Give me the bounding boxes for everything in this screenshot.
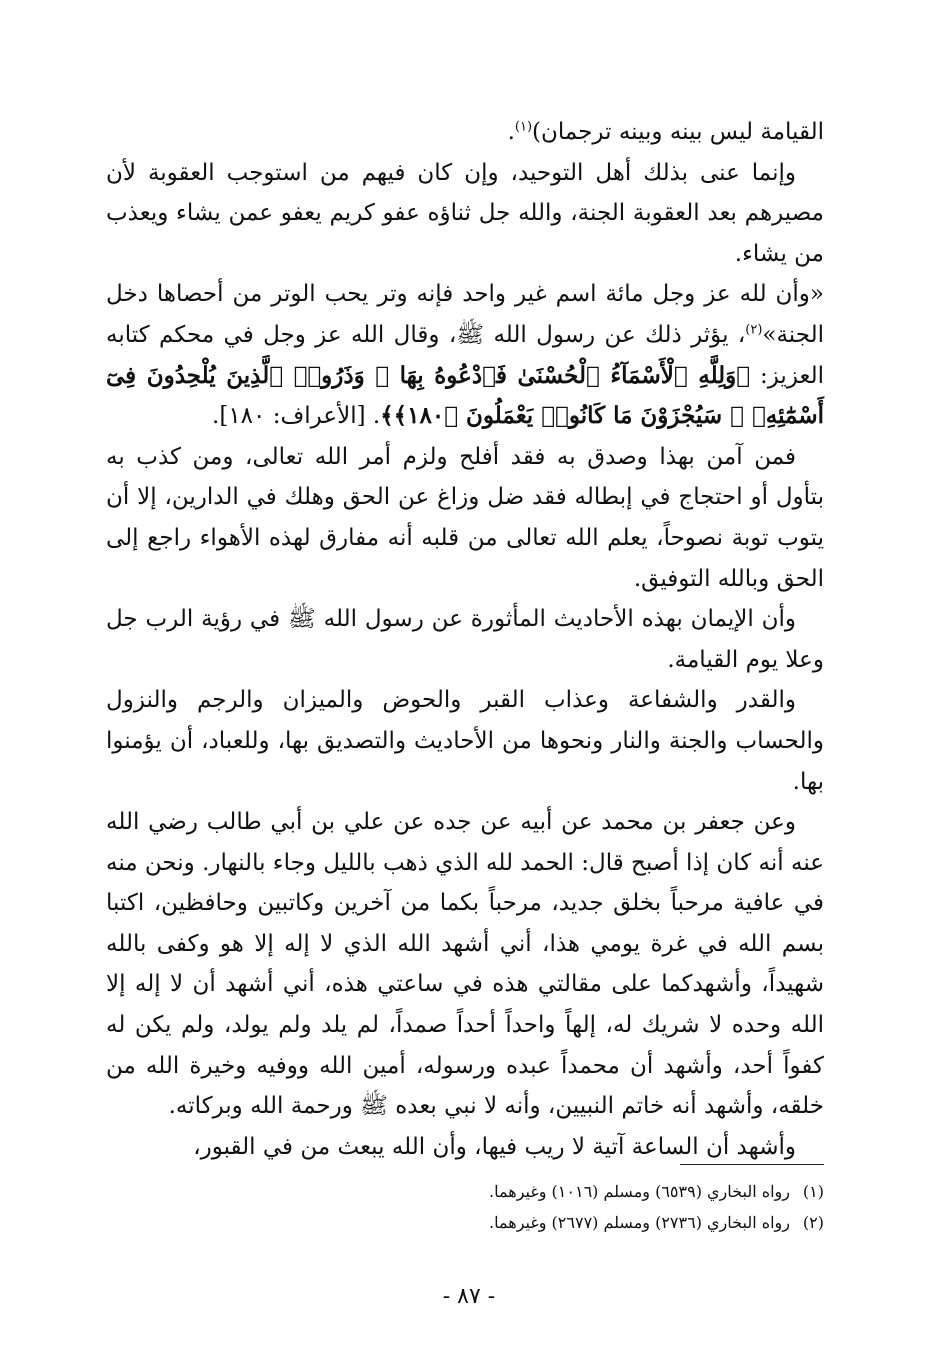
footnote-divider <box>680 1164 824 1165</box>
verse-reference: . [الأعراف: ١٨٠]. <box>212 403 381 430</box>
paragraph-3 <box>106 274 824 436</box>
paragraph-1-text: القيامة ليس بينه وبينه ترجمان) <box>532 119 824 145</box>
paragraph-1 <box>106 112 824 153</box>
footnote-1-text: رواه البخاري (٦٥٣٩) ومسلم (١٠١٦) وغيرهما. <box>489 1182 790 1201</box>
footnote-2-text: رواه البخاري (٢٧٣٦) ومسلم (٢٦٧٧) وغيرهما. <box>489 1213 790 1232</box>
quran-verse: ﴿وَلِلَّهِ ٱلْأَسْمَآءُ ٱلْحُسْنَىٰ فَٱدْعُوهُ بِهَا ۖ وَذَرُوا۟ ٱلَّذِينَ يُلْحِدُونَ فِىٓ أَسْمَٰٓئِهِۦ ۚ سَيُجْزَوْنَ مَا كَانُوا۟ يَعْمَلُونَ ﴿١٨٠﴾﴾ <box>106 361 824 430</box>
footnote-2 <box>106 1207 824 1238</box>
paragraph-1-tail: . <box>507 119 515 145</box>
footnote-1 <box>106 1176 824 1207</box>
paragraph-7: وعن جعفر بن محمد عن أبيه عن جده عن علي بن أبي طالب رضي الله عنه أنه كان إذا أصبح قال: الحمد لله الذي ذهب بالليل وجاء بالنهار. ونحن منه في عافية مرحباً بخلق جديد، مرحباً بكما من آخرين وكاتبين وحافظين، اكتبا بسم الله في غرة يومي هذا، أني أشهد الله الذي لا إله إلا هو وكفى بالله شهيداً، وأشهدكما على مقالتي هذه في ساعتي هذه، أني أشهد أن لا إله إلا الله وحده لا شريك له، إلهاً واحداً أحداً صمداً، لم يلد ولم يولد، ولم يكن له كفواً أحد، وأشهد أن محمداً عبده ورسوله، أمين الله ووفيه وخيرة الله من خلقه، وأشهد أنه خاتم النبيين، وأنه لا نبي بعده ﷺ ورحمة الله وبركاته. <box>106 809 824 1120</box>
footnote-ref-1[interactable]: (١) <box>514 119 533 135</box>
paragraph-2: وإنما عنى بذلك أهل التوحيد، وإن كان فيهم من استوجب العقوبة لأن مصيرهم بعد العقوبة الجنة، والله جل ثناؤه عفو كريم يعفو عمن يشاء ويعذب من يشاء. <box>106 159 824 267</box>
paragraph-6: والقدر والشفاعة وعذاب القبر والحوض والميزان والرجم والنزول والحساب والجنة والنار ونحوها من الأحاديث والتصديق بها، وللعباد، أن يؤمنوا بها. <box>106 687 824 795</box>
paragraph-5: وأن الإيمان بهذه الأحاديث المأثورة عن رسول الله ﷺ في رؤية الرب جل وعلا يوم القيامة. <box>106 606 824 673</box>
footnote-1-number: (١) <box>802 1182 824 1201</box>
footnote-2-number: (٢) <box>802 1213 824 1232</box>
page-number: - ٨٧ - <box>442 1284 496 1309</box>
main-text <box>106 112 824 1167</box>
paragraph-4: فمن آمن بهذا وصدق به فقد أفلح ولزم أمر الله تعالى، ومن كذب به بتأول أو احتجاج في إبطاله فقد ضل وزاغ عن الحق وهلك في الدارين، إلا أن يتوب توبة نصوحاً، يعلم الله تعالى من قلبه أنه مفارق لهذه الأهواء راجع إلى الحق وبالله التوفيق. <box>106 443 824 592</box>
paragraph-3-text-a: «وأن لله عز وجل مائة اسم غير واحد فإنه وتر يحب الوتر من أحصاها دخل الجنة» <box>106 281 824 348</box>
footnotes <box>106 1176 824 1238</box>
paragraph-3-text-b: ، يؤثر ذلك عن رسول الله ﷺ، وقال الله عز وجل في محكم كتابه العزيز: <box>106 321 825 389</box>
paragraph-8: وأشهد أن الساعة آتية لا ريب فيها، وأن الله يبعث من في القبور، <box>193 1133 796 1160</box>
footnote-ref-2[interactable]: (٢) <box>745 322 763 338</box>
